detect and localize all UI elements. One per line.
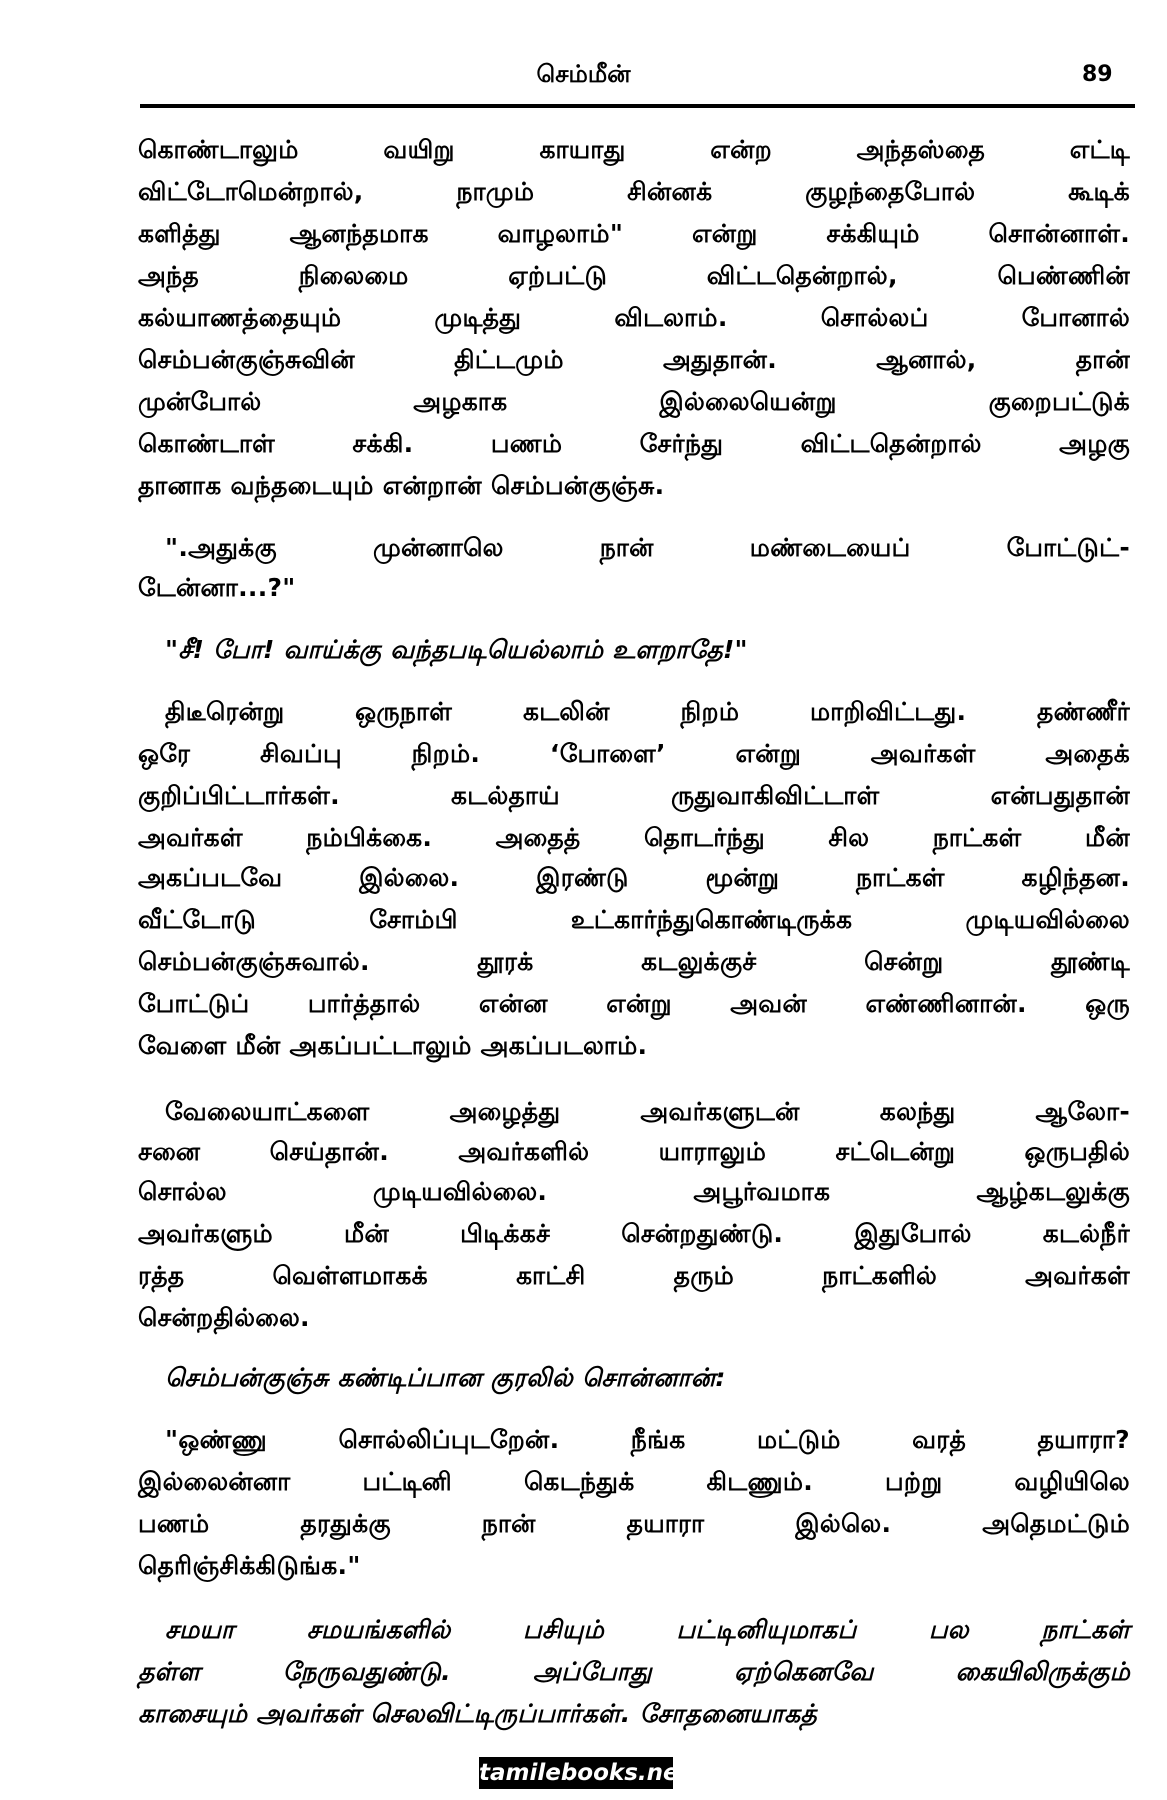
text-line: "சீ! போ! வாய்க்கு வந்தபடியெல்லாம் உளறாதே!" xyxy=(165,635,748,664)
text-line: காசையும் அவர்கள் செலவிட்டிருப்பார்கள். சோதனையாகத் xyxy=(138,1699,817,1728)
text-line: ஒரே சிவப்பு நிறம். ‘போளை’ என்று அவர்கள் அதைக் xyxy=(138,739,1130,768)
text-line: குறிப்பிட்டார்கள். கடல்தாய் ருதுவாகிவிட்டாள் என்பதுதான் xyxy=(138,781,1130,810)
text-line: டேன்னா...?" xyxy=(138,573,296,602)
text-line: ரத்த வெள்ளமாகக் காட்சி தரும் நாட்களில் அவர்கள் xyxy=(138,1261,1130,1290)
text-line: அவர்கள் நம்பிக்கை. அதைத் தொடர்ந்து சில நாட்கள் மீன் xyxy=(138,823,1130,852)
text-line: பணம் தரதுக்கு நான் தயாரா இல்லெ. அதெமட்டும் xyxy=(138,1509,1130,1538)
text-line: முன்போல் அழகாக இல்லையென்று குறைபட்டுக் xyxy=(138,387,1130,416)
text-line: கொண்டாள் சக்கி. பணம் சேர்ந்து விட்டதென்றால் அழகு xyxy=(138,429,1130,458)
text-line: செம்பன்குஞ்சு கண்டிப்பான குரலில் சொன்னான்: xyxy=(165,1363,726,1392)
text-line: ".அதுக்கு முன்னாலெ நான் மண்டையைப் போட்டுட்- xyxy=(165,533,1130,562)
text-line: கல்யாணத்தையும் முடித்து விடலாம். சொல்லப் போனால் xyxy=(138,303,1130,332)
text-line: இல்லைன்னா பட்டினி கெடந்துக் கிடணும். பற்று வழியிலெ xyxy=(138,1467,1130,1496)
text-line: வீட்டோடு சோம்பி உட்கார்ந்துகொண்டிருக்க முடியவில்லை xyxy=(138,905,1130,934)
text-line: தள்ள நேருவதுண்டு. அப்போது ஏற்கெனவே கையிலிருக்கும் xyxy=(138,1657,1130,1686)
text-line: அந்த நிலைமை ஏற்பட்டு விட்டதென்றால், பெண்ணின் xyxy=(138,261,1130,290)
header-rule xyxy=(140,104,1135,108)
text-line: கொண்டாலும் வயிறு காயாது என்ற அந்தஸ்தை எட்டி xyxy=(138,135,1130,164)
text-line: சொல்ல முடியவில்லை. அபூர்வமாக ஆழ்கடலுக்கு xyxy=(138,1177,1130,1206)
text-line: திடீரென்று ஒருநாள் கடலின் நிறம் மாறிவிட்டது. தண்ணீர் xyxy=(165,697,1130,726)
text-line: "ஒண்ணு சொல்லிப்புடறேன். நீங்க மட்டும் வரத் தயாரா? xyxy=(165,1425,1130,1454)
text-line: தெரிஞ்சிக்கிடுங்க." xyxy=(138,1551,361,1580)
running-header-title: செம்மீன் xyxy=(536,60,631,88)
text-line: தானாக வந்தடையும் என்றான் செம்பன்குஞ்சு. xyxy=(138,471,665,500)
page-number: 89 xyxy=(1082,62,1113,87)
text-line: செம்பன்குஞ்சுவின் திட்டமும் அதுதான். ஆனால், தான் xyxy=(138,345,1130,374)
text-line: அகப்படவே இல்லை. இரண்டு மூன்று நாட்கள் கழிந்தன. xyxy=(138,863,1130,892)
text-line: சென்றதில்லை. xyxy=(138,1303,310,1332)
text-line: விட்டோமென்றால், நாமும் சின்னக் குழந்தைபோல் கூடிக் xyxy=(138,177,1130,206)
text-line: சமயா சமயங்களில் பசியும் பட்டினியுமாகப் பல நாட்கள் xyxy=(165,1615,1130,1644)
watermark: tamilebooks.net xyxy=(479,1757,673,1789)
text-line: செம்பன்குஞ்சுவால். தூரக் கடலுக்குச் சென்று தூண்டி xyxy=(138,947,1130,976)
text-line: வேலையாட்களை அழைத்து அவர்களுடன் கலந்து ஆலோ- xyxy=(165,1097,1130,1126)
text-line: அவர்களும் மீன் பிடிக்கச் சென்றதுண்டு. இதுபோல் கடல்நீர் xyxy=(138,1219,1130,1248)
text-line: சனை செய்தான். அவர்களில் யாராலும் சட்டென்று ஒருபதில் xyxy=(138,1137,1130,1166)
text-line: வேளை மீன் அகப்பட்டாலும் அகப்படலாம். xyxy=(138,1031,648,1060)
text-line: போட்டுப் பார்த்தால் என்ன என்று அவன் எண்ணினான். ஒரு xyxy=(138,989,1130,1018)
text-line: களித்து ஆனந்தமாக வாழலாம்" என்று சக்கியும் சொன்னாள். xyxy=(138,219,1130,248)
